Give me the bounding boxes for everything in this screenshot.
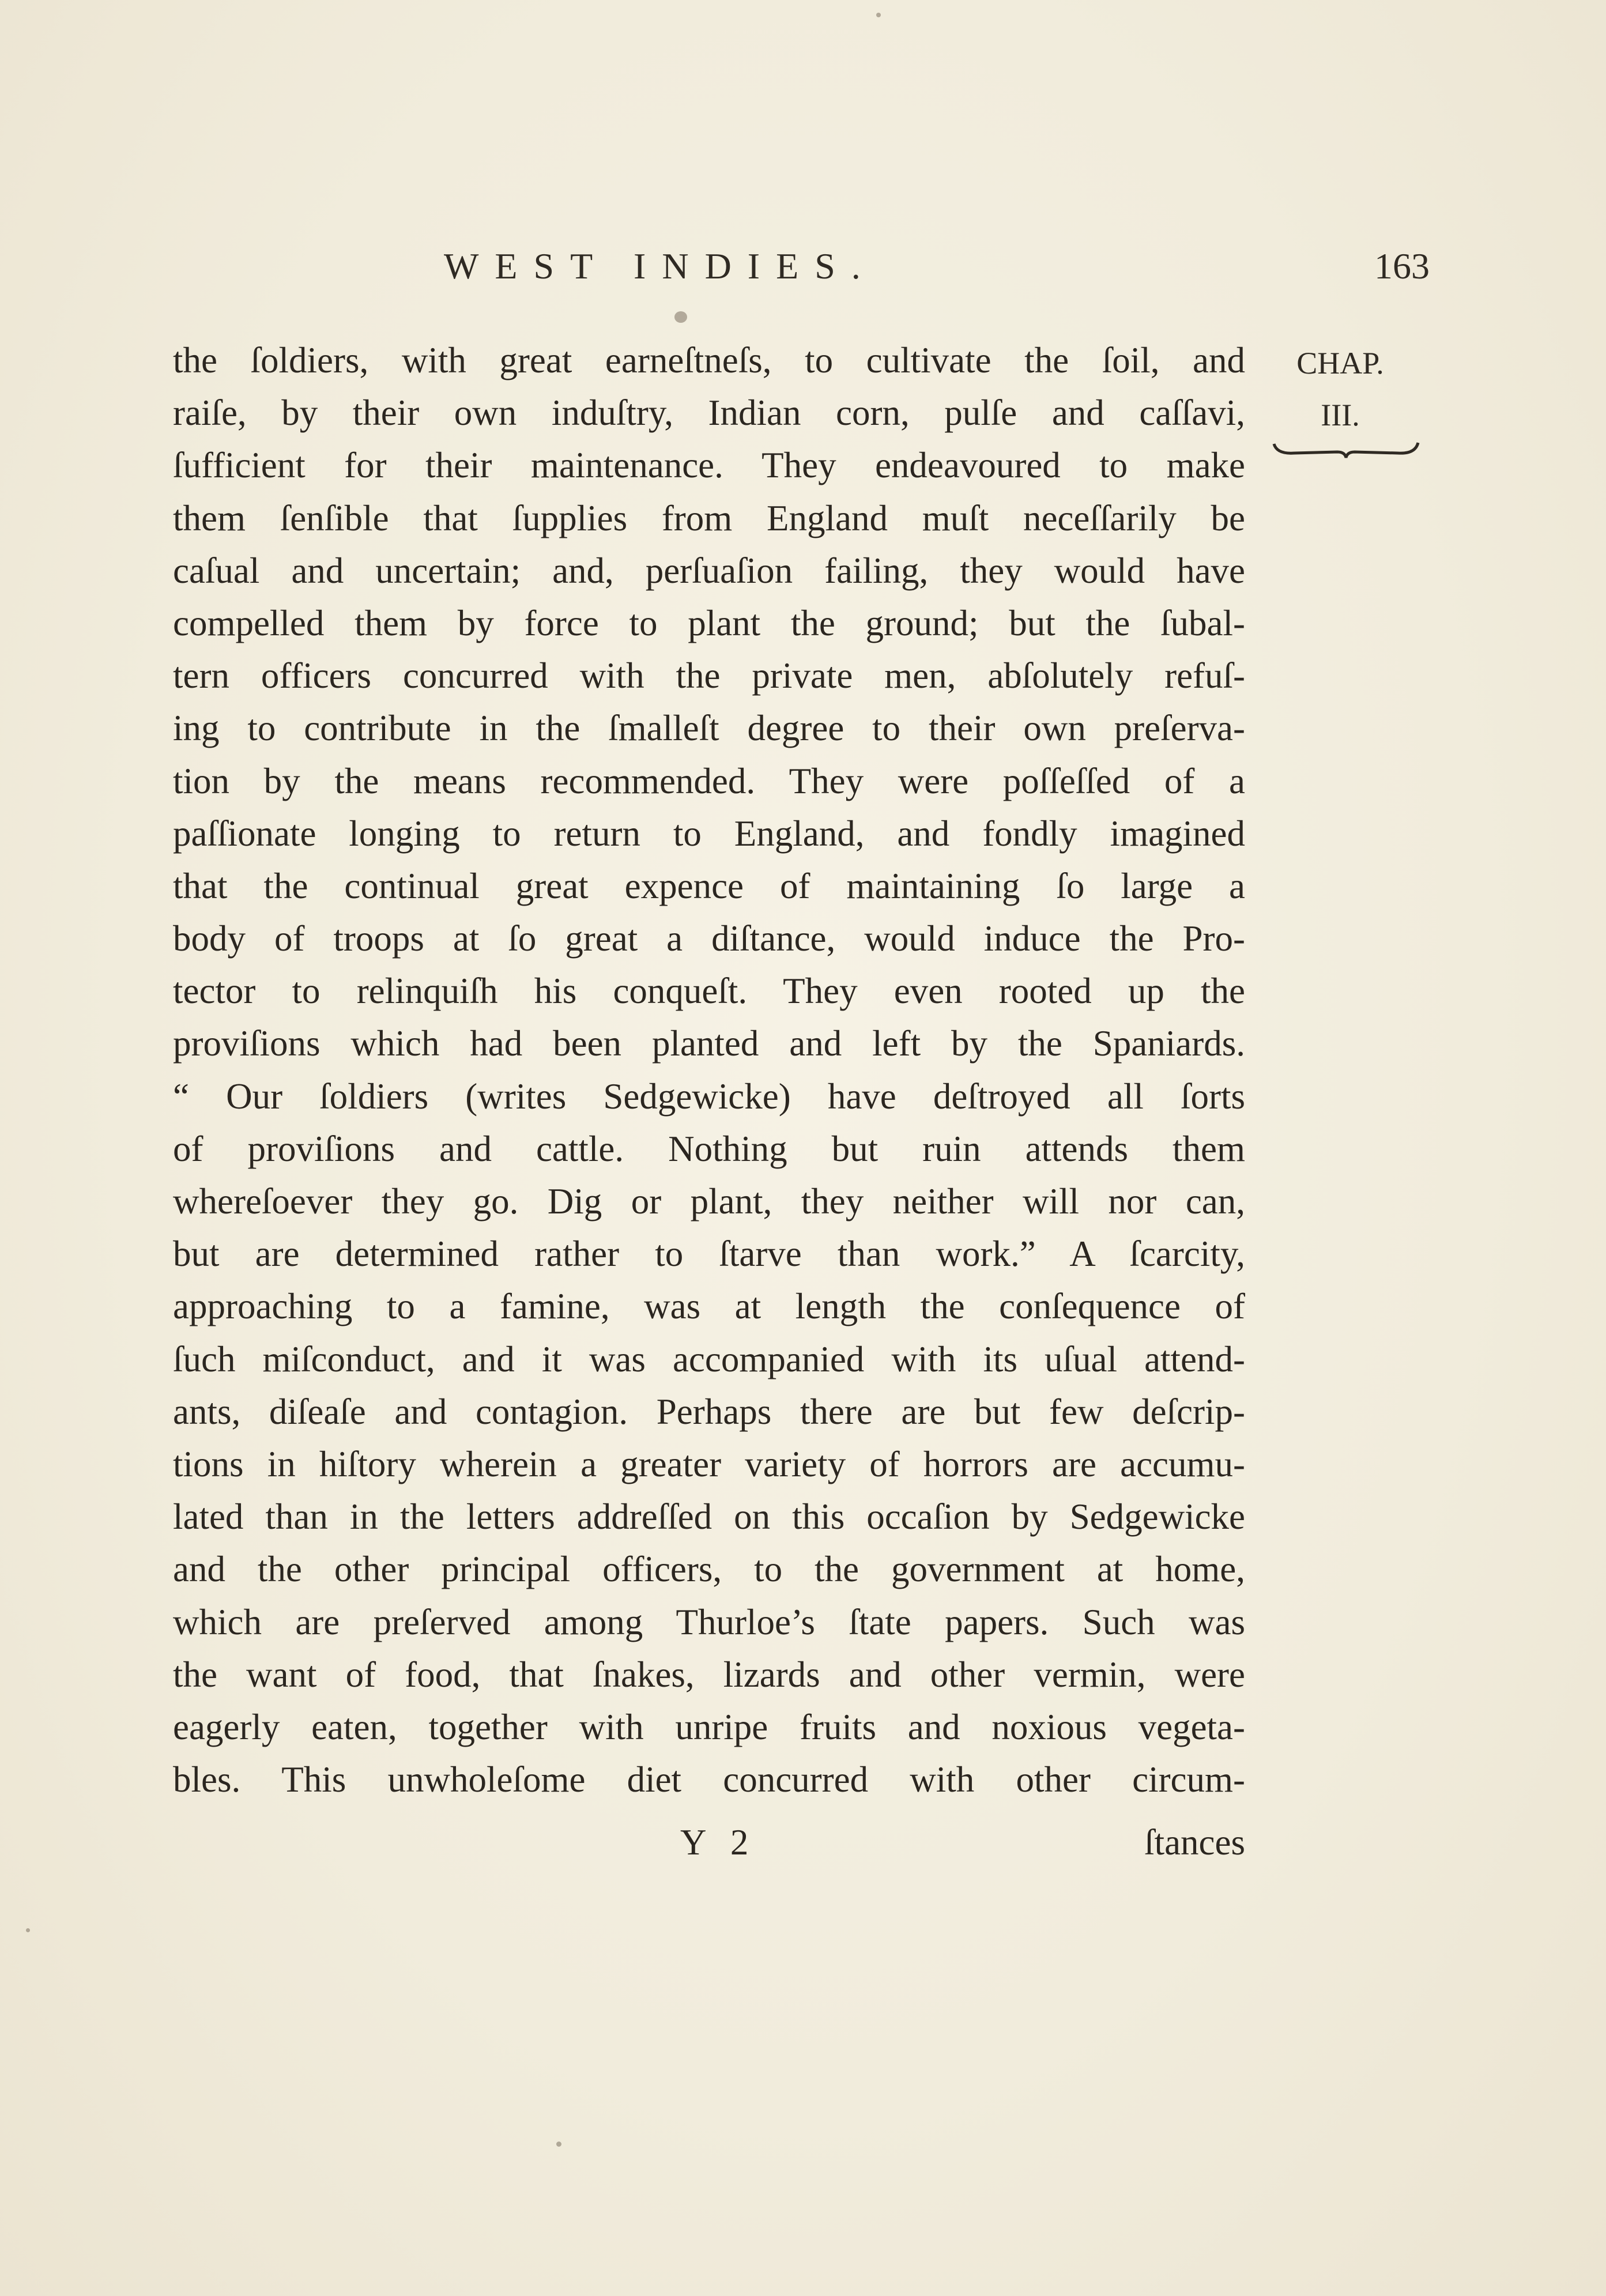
text-line: them ſenſible that ſupplies from England muſt neceſſarily be bbox=[173, 497, 1245, 538]
paper-speck bbox=[876, 13, 881, 17]
text-line: ants, diſeaſe and contagion. Perhaps there are but few deſcrip- bbox=[173, 1391, 1245, 1432]
text-line: “ Our ſoldiers (writes Sedgewicke) have deſtroyed all ſorts bbox=[173, 1076, 1245, 1117]
chapter-number: III. bbox=[1321, 398, 1360, 432]
text-line: approaching to a famine, was at length the conſequence of bbox=[173, 1286, 1245, 1327]
chapter-marginal-note bbox=[1257, 337, 1424, 441]
text-line: eagerly eaten, together with unripe fruits and noxious vegeta- bbox=[173, 1706, 1245, 1747]
catchword: ſtances bbox=[1144, 1822, 1245, 1863]
text-line: tector to relinquiſh his conqueſt. They even rooted up the bbox=[173, 971, 1245, 1012]
running-title: WEST INDIES. bbox=[444, 246, 877, 286]
text-line: ing to contribute in the ſmalleſt degree to their own preſerva- bbox=[173, 708, 1245, 749]
paper-speck bbox=[26, 1928, 30, 1932]
text-line: bles. This unwholeſome diet concurred with other circum- bbox=[173, 1759, 1245, 1800]
chapter-label: CHAP. bbox=[1296, 346, 1384, 380]
text-line: compelled them by force to plant the ground; but the ſubal- bbox=[173, 602, 1245, 643]
paper-speck bbox=[556, 2142, 561, 2147]
body-text bbox=[173, 334, 1245, 1806]
text-line: but are determined rather to ſtarve than work.” A ſcarcity, bbox=[173, 1234, 1245, 1275]
text-line: that the continual great expence of maintaining ſo large a bbox=[173, 865, 1245, 906]
text-line: and the other principal officers, to the government at home, bbox=[173, 1549, 1245, 1590]
text-line: tern officers concurred with the private men, abſolutely refuſ- bbox=[173, 655, 1245, 696]
signature-mark: Y 2 bbox=[680, 1822, 757, 1863]
text-line: raiſe, by their own induſtry, Indian corn, pulſe and caſſavi, bbox=[173, 393, 1245, 433]
text-line: the want of food, that ſnakes, lizards and other vermin, were bbox=[173, 1654, 1245, 1695]
text-line: proviſions which had been planted and left by the Spaniards. bbox=[173, 1023, 1245, 1064]
brace-ornament bbox=[1271, 438, 1421, 461]
text-line: paſſionate longing to return to England, and fondly imagined bbox=[173, 813, 1245, 854]
text-line: ſufficient for their maintenance. They endeavoured to make bbox=[173, 445, 1245, 486]
text-line: which are preſerved among Thurloe’s ſtate papers. Such was bbox=[173, 1601, 1245, 1642]
text-line: tions in hiſtory wherein a greater variety of horrors are accumu- bbox=[173, 1443, 1245, 1484]
text-line: tion by the means recommended. They were poſſeſſed of a bbox=[173, 760, 1245, 801]
text-line: whereſoever they go. Dig or plant, they neither will nor can, bbox=[173, 1181, 1245, 1221]
text-line: the ſoldiers, with great earneſtneſs, to cultivate the ſoil, and bbox=[173, 340, 1245, 380]
text-line: ſuch miſconduct, and it was accompanied with its uſual attend- bbox=[173, 1339, 1245, 1379]
text-line: body of troops at ſo great a diſtance, would induce the Pro- bbox=[173, 918, 1245, 959]
page-number: 163 bbox=[1374, 246, 1430, 286]
text-line: caſual and uncertain; and, perſuaſion failing, they would have bbox=[173, 550, 1245, 591]
text-line: of proviſions and cattle. Nothing but ruin attends them bbox=[173, 1128, 1245, 1169]
running-head bbox=[173, 245, 1430, 291]
paper-speck bbox=[674, 311, 687, 323]
text-line: lated than in the letters addreſſed on this occaſion by Sedgewicke bbox=[173, 1496, 1245, 1537]
page-footer bbox=[173, 1822, 1245, 1873]
